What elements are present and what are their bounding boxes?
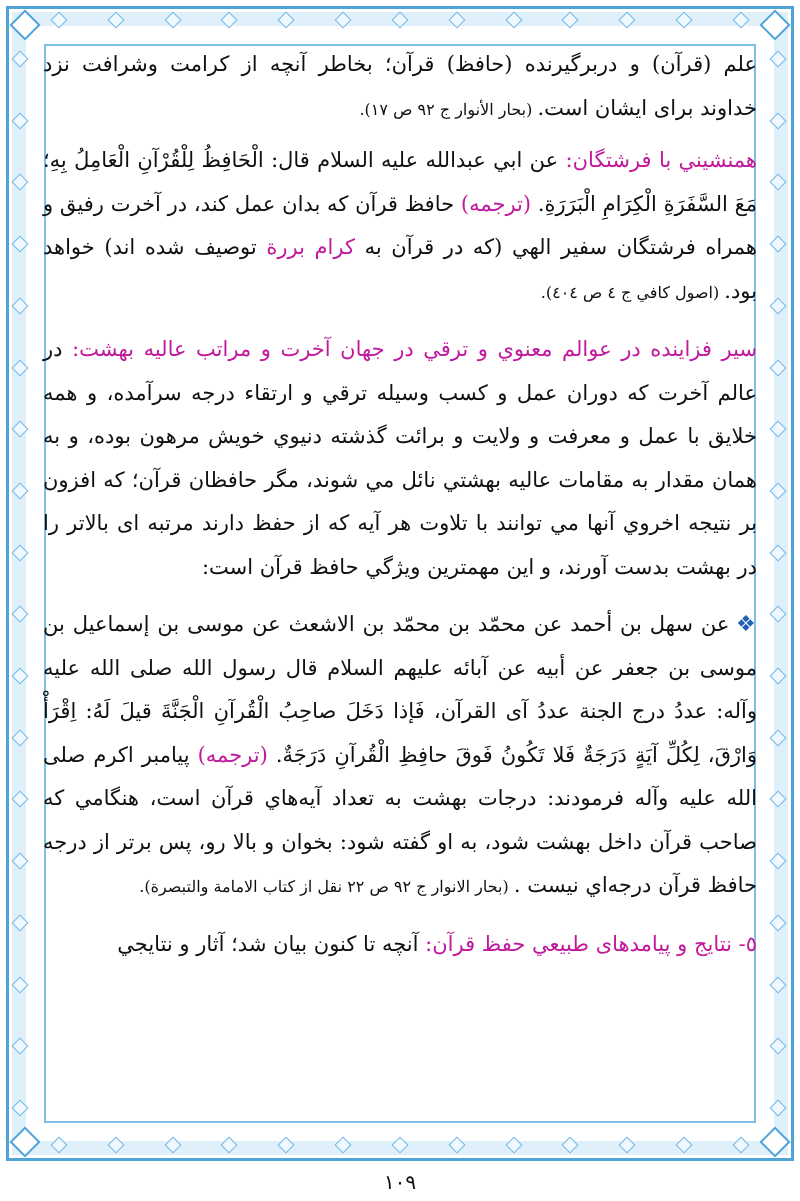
bullet-star-icon: ❖: [736, 612, 757, 637]
paragraph-results: [43, 923, 757, 967]
page-border: [6, 6, 794, 1161]
paragraph-honor: [43, 43, 757, 131]
section-heading: سير فزاينده در عوالم معنوي و ترقي در جهان آخرت و مراتب عاليه بهشت:: [72, 337, 758, 361]
paragraph-text: علم (قرآن) و دربرگيرنده (حافظ) قرآن؛ بخاطر آنچه از كرامت وشرافت نزد خداوند براى ايشان است.: [43, 52, 757, 120]
hadith-text: عن ابي عبدالله عليه السلام قال: الْحَافِظُ لِلْقُرْآنِ الْعَامِلُ بِهِ؛ مَعَ السَّفَرَةِ الْكِرَامِ الْبَرَرَةِ.: [43, 148, 757, 216]
paragraph-hadith-paradise: [43, 603, 757, 909]
page-number: ١٠٩: [383, 1170, 417, 1194]
reference-citation: (بحار الأنوار ج ٩٢ ص ١٧).: [359, 99, 538, 119]
paragraph-angels: [43, 139, 757, 314]
border-pattern-bottom: [53, 1139, 747, 1153]
border-pattern-right: [772, 53, 786, 1114]
hadith-text: عن سهل بن أحمد عن محمّد بن محمّد بن الاشعث عن موسى بن إسماعيل بن موسى بن جعفر عن أبيه عن آبائه عليهم السلام قال رسول الله صلى الله عليه وآله: عددُ درج الجنة عددُ آى القرآن، فَإذا دَخَلَ صاحِبُ الْقُرآنِ الْجَنَّةَ قيلَ لَهُ: اِقْرَأْ وَارْقَ، لِكُلِّ آيَةٍ دَرَجَةٌ فَلا تَكُونُ فَوقَ حافِظِ الْقُرآنِ دَرَجَةٌ.: [43, 612, 757, 767]
paragraph-ascension: [43, 328, 757, 589]
translation-label: (ترجمه): [460, 191, 532, 216]
border-pattern-left: [14, 53, 28, 1114]
translation-text-end: توصيف شده اند) خواهد بود.: [43, 235, 757, 303]
paragraph-text: در عالم آخرت كه دوران عمل و كسب وسيله ترقي و ارتقاء درجه سرآمده، و همه خلايق با عمل و معرفت و ولايت و برائت گذشته دنيوي خويش مرهون بوده، و به همان مقدار به مقامات عاليه بهشتي نائل مي شوند، مگر حافظان قرآن؛ كه افزون بر نتيجه اخروي آنها مي توانند با تلاوت هر آيه كه از حفظ دارند مرتبه اى بالاتر را در بهشت بدست آورند، و اين مهمترين ويژگي حافظ قرآن است:: [43, 337, 757, 579]
translation-label: (ترجمه): [197, 742, 268, 767]
paragraph-text: آنچه تا كنون بيان شد؛ آثار و نتايجي: [117, 931, 426, 956]
highlight-term: كرام بررة: [266, 235, 355, 259]
reference-citation: (اصول كافي ج ٤ ص ٤٠٤).: [540, 282, 725, 302]
section-heading: ٥- نتايج و پيامدهاى طبيعي حفظ قرآن:: [425, 931, 757, 956]
translation-text: حافظ قرآن كه بدان عمل كند، در آخرت رفيق و همراه فرشتگان سفير الهي (كه در قرآن به: [43, 191, 757, 259]
reference-citation: (بحار الانوار ج ٩٢ ص ٢٢ نقل از كتاب الامامة والتبصرة).: [139, 877, 514, 896]
page-content: [43, 43, 757, 966]
translation-text: پيامبر اكرم صلى الله عليه وآله فرمودند: درجات بهشت به تعداد آيه‌هاي قرآن است، هنگامي كه صاحب قرآن داخل بهشت شود، به او گفته شود: بخوان و بالا رو، پس برتر از درجه حافظ قرآن درجه‌اي نيست .: [43, 742, 757, 897]
border-pattern-top: [53, 14, 747, 28]
section-heading: همنشيني با فرشتگان:: [565, 148, 758, 172]
